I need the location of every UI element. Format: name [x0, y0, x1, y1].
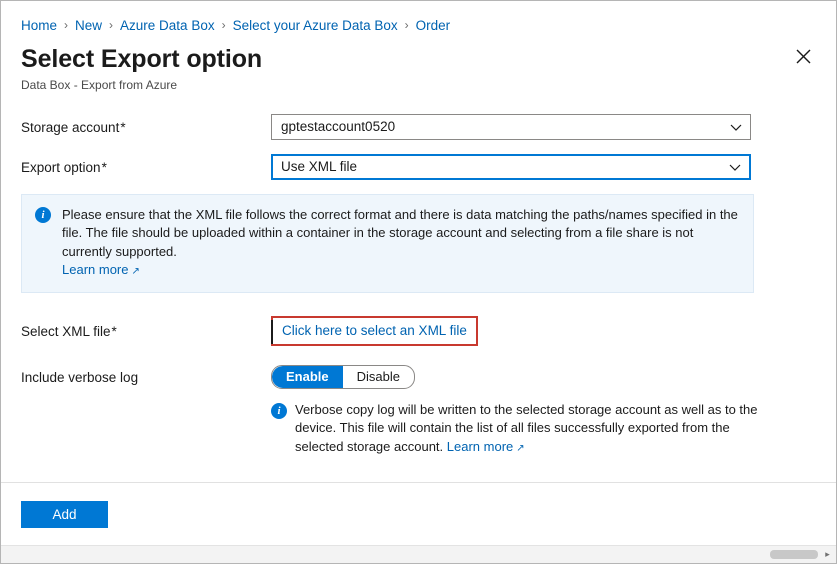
include-verbose-log-label: Include verbose log: [21, 370, 139, 386]
export-option-form: [1, 92, 836, 180]
export-option-select[interactable]: [271, 154, 751, 180]
include-verbose-log-toggle[interactable]: [271, 365, 415, 389]
info-icon: i: [271, 403, 287, 458]
select-xml-file-link[interactable]: Click here to select an XML file: [282, 322, 467, 338]
export-option-label: [21, 158, 271, 175]
breadcrumb-separator: ›: [109, 18, 114, 32]
toggle-option-disable[interactable]: Disable: [356, 369, 400, 385]
info-banner-message: Please ensure that the XML file follows the correct format and there is data matching the paths/names specified in the file. The file should be uploaded within a container in the storage account and selecting from a file share is not currently supported.: [62, 206, 738, 259]
breadcrumb-item-home[interactable]: Home: [21, 17, 58, 33]
page-subtitle: Data Box - Export from Azure: [21, 77, 178, 92]
verbose-log-note-text: [295, 401, 760, 458]
export-option-value: Use XML file: [281, 159, 358, 175]
chevron-down-icon: [729, 159, 741, 174]
info-banner-text: [62, 206, 740, 280]
info-icon: i: [35, 207, 53, 280]
text-caret: [271, 320, 273, 344]
storage-account-value: gptestaccount0520: [281, 119, 396, 135]
add-button[interactable]: Add: [21, 501, 108, 528]
verbose-log-note: [251, 401, 836, 458]
chevron-down-icon: [730, 119, 742, 134]
breadcrumb-separator: ›: [64, 18, 69, 32]
blade-header: [1, 37, 836, 92]
export-option-label-text: Export option: [21, 160, 101, 176]
toggle-option-enable[interactable]: Enable: [272, 366, 343, 388]
external-link-icon[interactable]: ↗: [516, 443, 525, 455]
storage-account-row: [21, 114, 816, 140]
storage-account-label-text: Storage account: [21, 120, 120, 136]
scroll-right-icon[interactable]: ▸: [825, 549, 830, 559]
breadcrumb-item-order[interactable]: Order: [415, 17, 451, 33]
storage-account-select[interactable]: [271, 114, 751, 140]
required-marker: *: [120, 120, 126, 136]
select-xml-file-label: [21, 322, 271, 339]
breadcrumb-separator: ›: [404, 18, 409, 32]
breadcrumb-item-select-your-azure-data-box[interactable]: Select your Azure Data Box: [232, 17, 398, 33]
horizontal-scrollbar[interactable]: [1, 545, 836, 563]
export-option-row: [21, 154, 816, 180]
page-title: Select Export option: [21, 45, 263, 73]
external-link-icon[interactable]: ↗: [131, 266, 140, 278]
required-marker: *: [101, 160, 107, 176]
select-xml-file-row: [1, 315, 836, 347]
close-icon[interactable]: [788, 41, 818, 71]
select-xml-file-highlight: [271, 316, 478, 346]
storage-account-label: [21, 118, 271, 135]
info-banner: [21, 194, 754, 293]
scrollbar-thumb[interactable]: [770, 550, 818, 559]
required-marker: *: [111, 324, 117, 340]
banner-learn-more-link[interactable]: Learn more: [62, 262, 129, 278]
breadcrumb-item-azure-data-box[interactable]: Azure Data Box: [120, 17, 215, 33]
select-xml-file-label-text: Select XML file: [21, 324, 111, 340]
note-learn-more-link[interactable]: Learn more: [446, 439, 514, 455]
breadcrumb-separator: ›: [221, 18, 226, 32]
include-verbose-log-row: [1, 365, 836, 389]
breadcrumb-item-new[interactable]: New: [75, 17, 103, 33]
verbose-log-note-message: Verbose copy log will be written to the selected storage account as well as to the device. This file will contain the list of all files successfully exported from the selected storage account.: [295, 401, 758, 455]
breadcrumb: [1, 1, 836, 37]
blade-footer: [1, 483, 836, 543]
